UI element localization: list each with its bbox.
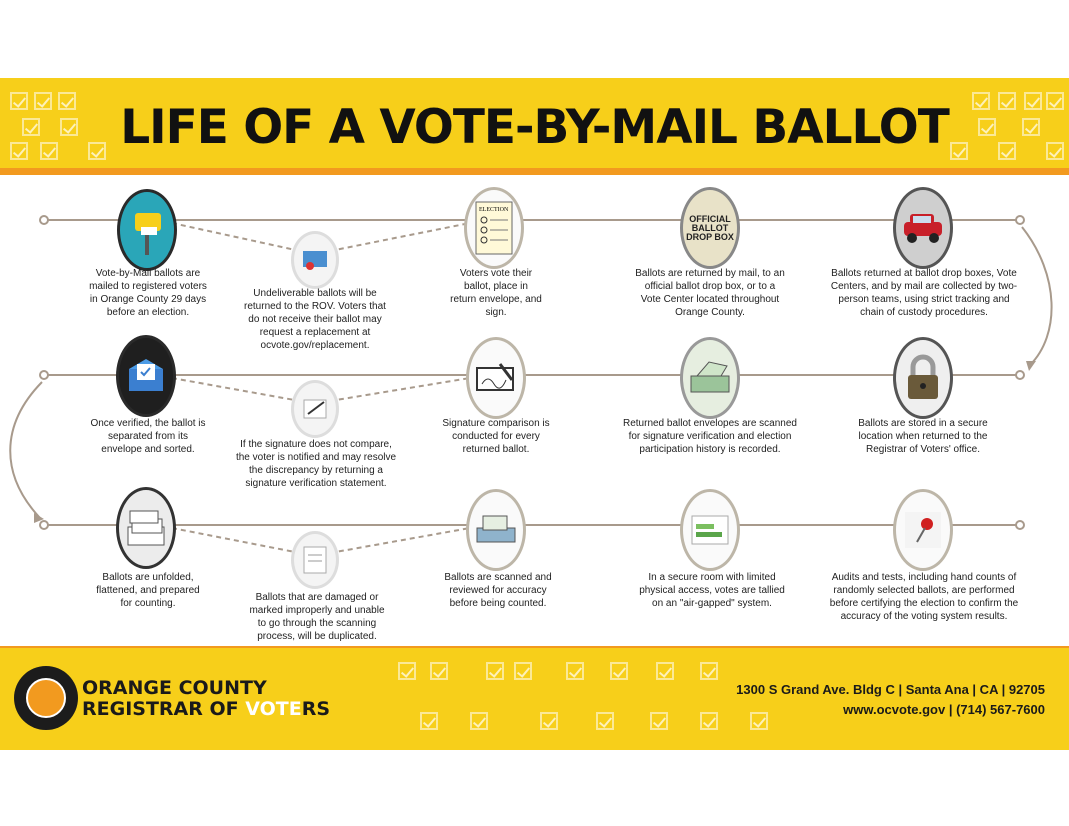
drop-box-label: OFFICIAL BALLOT DROP BOX: [686, 213, 734, 242]
step-caption: Once verified, the ballot is separated from its envelope and sorted.: [90, 418, 206, 455]
scanner-icon: [680, 337, 740, 419]
step-caption: Ballots that are damaged or marked improperly and unable to go through the scanning process, will be duplicated.: [249, 592, 385, 642]
drop-box-icon: [680, 187, 740, 269]
signing-hand-icon: [291, 380, 339, 438]
title-banner: [0, 78, 1069, 168]
org-name-line1: ORANGE COUNTY: [82, 677, 267, 699]
check-pattern-icon: [596, 712, 614, 730]
check-pattern-icon: [398, 662, 416, 680]
tally-chart-icon: [680, 489, 740, 571]
ballot-icon: [464, 187, 524, 269]
step-caption: Ballots are stored in a secure location when returned to the Registrar of Voters' office.: [858, 418, 988, 455]
check-pattern-icon: [700, 712, 718, 730]
ballot-scanner-icon: [466, 489, 526, 571]
audit-pin-icon: [893, 489, 953, 571]
signature-check-icon: [466, 337, 526, 419]
lock-icon: [893, 337, 953, 419]
step-caption: Ballots returned at ballot drop boxes, Vote Centers, and by mail are collected by two-person teams, using strict tracking and chain of custody procedures.: [830, 268, 1018, 318]
check-pattern-icon: [656, 662, 674, 680]
footer: [0, 648, 1069, 750]
step-caption: Signature comparison is conducted for every returned ballot.: [442, 418, 550, 455]
check-pattern-icon: [566, 662, 584, 680]
county-seal-logo: [14, 666, 78, 730]
step-caption: Voters vote their ballot, place in return envelope, and sign.: [450, 268, 542, 318]
check-pattern-icon: [540, 712, 558, 730]
address: 1300 S Grand Ave. Bldg C | Santa Ana | CA | 92705: [736, 682, 1045, 697]
step-caption: Undeliverable ballots will be returned to the ROV. Voters that do not receive their ballot may request a replacement at ocvote.gov/replacement.: [244, 288, 386, 351]
check-pattern-icon: [514, 662, 532, 680]
check-pattern-icon: [750, 712, 768, 730]
undeliverable-mail-icon: [291, 231, 339, 289]
car-icon: [893, 187, 953, 269]
check-pattern-icon: [610, 662, 628, 680]
step-caption: If the signature does not compare, the voter is notified and may resolve the discrepancy by returning a signature verification statement.: [235, 439, 397, 489]
contact-line: www.ocvote.gov | (714) 567-7600: [843, 702, 1045, 717]
process-flow: [0, 175, 1069, 645]
step-caption: Ballots are unfolded, flattened, and prepared for counting.: [96, 572, 200, 609]
step-caption: Ballots are scanned and reviewed for accuracy before being counted.: [444, 572, 552, 609]
step-caption: In a secure room with limited physical access, votes are tallied on an "air-gapped" system.: [639, 572, 785, 609]
check-pattern-icon: [470, 712, 488, 730]
paper-stack-icon: [116, 487, 176, 569]
org-name-line2: REGISTRAR OF VOTERS: [82, 698, 331, 720]
page-title: LIFE OF A VOTE-BY-MAIL BALLOT: [120, 100, 949, 155]
step-caption: Ballots are returned by mail, to an official ballot drop box, or to a Vote Center located throughout Orange County.: [635, 268, 785, 318]
check-pattern-icon: [650, 712, 668, 730]
check-pattern-icon: [486, 662, 504, 680]
duplicate-ballot-icon: [291, 531, 339, 589]
step-caption: Returned ballot envelopes are scanned for signature verification and election participation history is recorded.: [622, 418, 797, 455]
open-envelope-icon: [116, 335, 176, 417]
orange-divider: [0, 168, 1069, 175]
check-pattern-icon: [430, 662, 448, 680]
check-pattern-icon: [700, 662, 718, 680]
mailbox-icon: [117, 189, 177, 271]
check-pattern-icon: [420, 712, 438, 730]
step-caption: Audits and tests, including hand counts of randomly selected ballots, are performed before certifying the election to confirm the accuracy of the voting system results.: [829, 572, 1019, 622]
svg-text:ELECTION: ELECTION: [479, 207, 509, 213]
step-caption: Vote-by-Mail ballots are mailed to registered voters in Orange County 29 days before an election.: [89, 268, 207, 318]
